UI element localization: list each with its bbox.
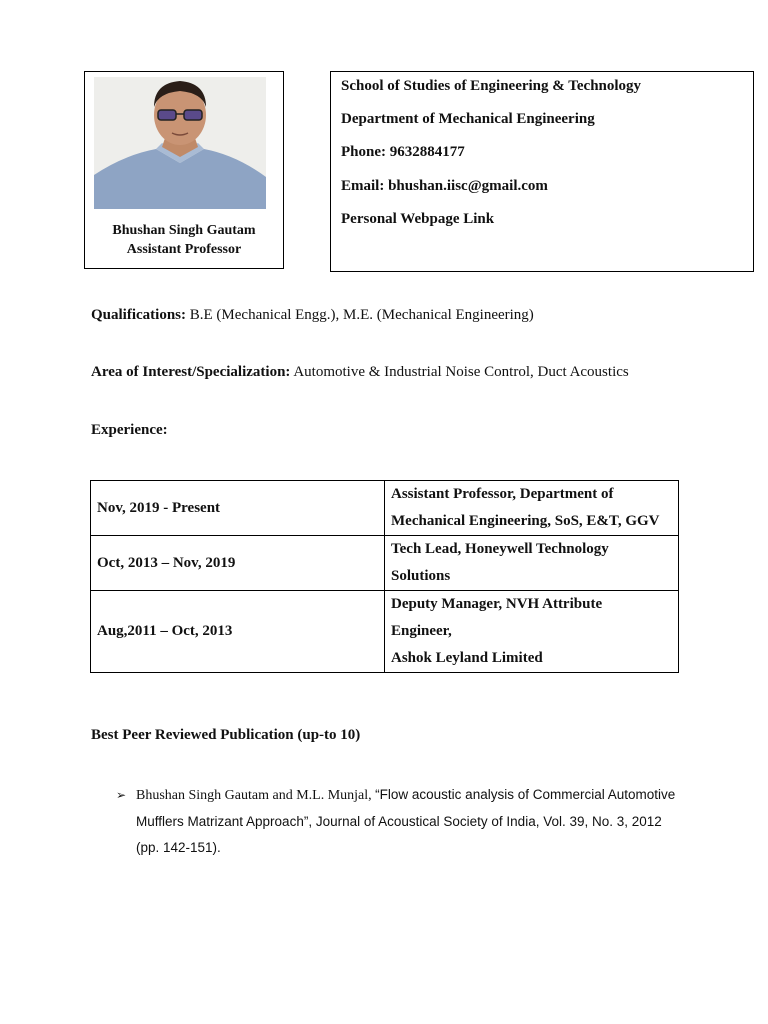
experience-heading (91, 422, 168, 439)
interest-label: Area of Interest/Specialization: (91, 364, 291, 380)
webpage-link[interactable]: Personal Webpage Link (341, 211, 495, 227)
arrow-bullet-icon: ➢ (116, 788, 127, 802)
publications-heading (91, 727, 360, 744)
table-cell-role (385, 481, 679, 536)
role-line: Deputy Manager, NVH Attribute (391, 596, 603, 612)
experience-heading-text: Experience: (91, 422, 168, 438)
list-item (116, 782, 676, 861)
role-line: Ashok Leyland Limited (391, 650, 543, 666)
qualifications (91, 307, 534, 324)
school-name: School of Studies of Engineering & Technology (341, 78, 642, 94)
qualifications-label: Qualifications: (91, 307, 187, 323)
experience-table (90, 480, 679, 673)
phone-number: Phone: 9632884177 (341, 144, 465, 160)
role-line: Mechanical Engineering, SoS, E&T, GGV (391, 513, 660, 529)
role-line: Assistant Professor, Department of (391, 486, 614, 502)
publication-details: “Flow acoustic analysis of Commercial Automotive Mufflers Matrizant Approach”, Journal of Acoustical Society of India, Vol. 39, No. 3, 2012 (pp. 142-151). (136, 787, 676, 855)
table-cell-period: Aug,2011 – Oct, 2013 (91, 591, 385, 673)
profile-photo (94, 77, 266, 209)
publication-authors: Bhushan Singh Gautam and M.L. Munjal, (136, 788, 376, 803)
table-cell-period: Oct, 2013 – Nov, 2019 (91, 536, 385, 591)
role-line: Tech Lead, Honeywell Technology (391, 541, 609, 557)
profile-name: Bhushan Singh Gautam (112, 223, 256, 238)
table-cell-role (385, 536, 679, 591)
table-row (91, 591, 679, 673)
table-cell-role (385, 591, 679, 673)
contact-card (330, 71, 754, 272)
publications-heading-text: Best Peer Reviewed Publication (up-to 10) (91, 727, 361, 743)
profile-card (84, 71, 284, 269)
publication-text (136, 782, 676, 861)
interest-value: Automotive & Industrial Noise Control, Duct Acoustics (290, 364, 629, 380)
email-address: Email: bhushan.iisc@gmail.com (341, 178, 548, 194)
profile-designation: Assistant Professor (126, 242, 242, 257)
department-name: Department of Mechanical Engineering (341, 111, 595, 127)
role-line: Engineer, (391, 623, 452, 639)
area-of-interest (91, 364, 629, 381)
table-row (91, 481, 679, 536)
table-cell-period: Nov, 2019 - Present (91, 481, 385, 536)
qualifications-value: B.E (Mechanical Engg.), M.E. (Mechanical Engineering) (186, 307, 534, 323)
role-line: Solutions (391, 568, 451, 584)
table-row (91, 536, 679, 591)
